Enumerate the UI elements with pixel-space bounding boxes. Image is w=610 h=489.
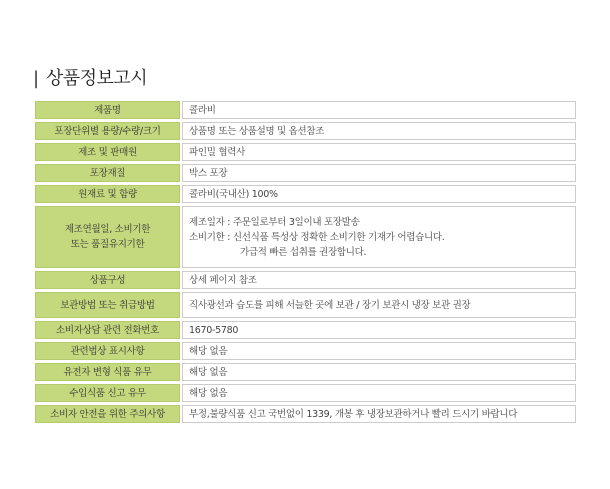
row-label-storage: 보관방법 또는 취급방법 [35,292,180,318]
row-value-manufacturer: 파인밀 협력사 [182,143,576,161]
row-label-dates-line1: 제조연월일, 소비기한 [64,224,151,235]
table-row [35,143,576,161]
row-value-import-report: 해당 없음 [182,384,576,402]
row-value-ingredients: 콜라비(국내산) 100% [182,185,576,203]
row-value-product-name: 콜라비 [182,101,576,119]
row-label-packaging: 포장재질 [35,164,180,182]
row-label-dates-line2: 또는 품질유지기한 [70,239,145,250]
row-value-package-unit: 상품명 또는 상품설명 및 옵션참조 [182,122,576,140]
expiry-text-line2: 가급적 빠른 섭취를 권장합니다. [240,247,367,258]
table-row [35,185,576,203]
row-value-composition: 상세 페이지 참조 [182,271,576,289]
table-row [35,164,576,182]
table-row [35,122,576,140]
row-label-ingredients: 원재료 및 함량 [35,185,180,203]
row-label-manufacturer: 제조 및 판매원 [35,143,180,161]
title-divider: | [33,68,39,89]
table-row [35,363,576,381]
table-row [35,292,576,318]
table-row [35,384,576,402]
row-value-legal-notice: 해당 없음 [182,342,576,360]
row-value-safety-notice: 부정,불량식품 신고 국번없이 1339, 개봉 후 냉장보관하거나 빨리 드시기 바랍니다 [182,405,576,423]
row-value-consumer-phone: 1670-5780 [182,321,576,339]
row-label-legal-notice: 관련법상 표시사항 [35,342,180,360]
row-label-dates [35,206,180,268]
row-label-product-name: 제품명 [35,101,180,119]
row-value-gmo: 해당 없음 [182,363,576,381]
mfg-date-text: 제조일자 : 주문일로부터 3일이내 포장발송 [189,217,360,228]
row-label-safety-notice: 소비자 안전을 위한 주의사항 [35,405,180,423]
row-label-package-unit: 포장단위별 용량/수량/크기 [35,122,180,140]
table-row [35,321,576,339]
row-label-gmo: 유전자 변형 식품 유무 [35,363,180,381]
row-label-composition: 상품구성 [35,271,180,289]
product-info-table [35,98,576,426]
table-row [35,405,576,423]
row-value-storage: 직사광선과 습도를 피해 서늘한 곳에 보관 / 장기 보관시 냉장 보관 권장 [182,292,576,318]
table-row [35,342,576,360]
row-value-dates [182,206,576,268]
page-title-text: 상품정보고시 [45,68,148,89]
table-row [35,101,576,119]
row-label-import-report: 수입식품 신고 유무 [35,384,180,402]
table-row [35,206,576,268]
row-value-packaging: 박스 포장 [182,164,576,182]
row-label-consumer-phone: 소비자상담 관련 전화번호 [35,321,180,339]
table-row [35,271,576,289]
page-title [33,64,147,90]
expiry-text-line1: 소비기한 : 신선식품 특성상 정확한 소비기한 기재가 어렵습니다. [189,232,445,243]
